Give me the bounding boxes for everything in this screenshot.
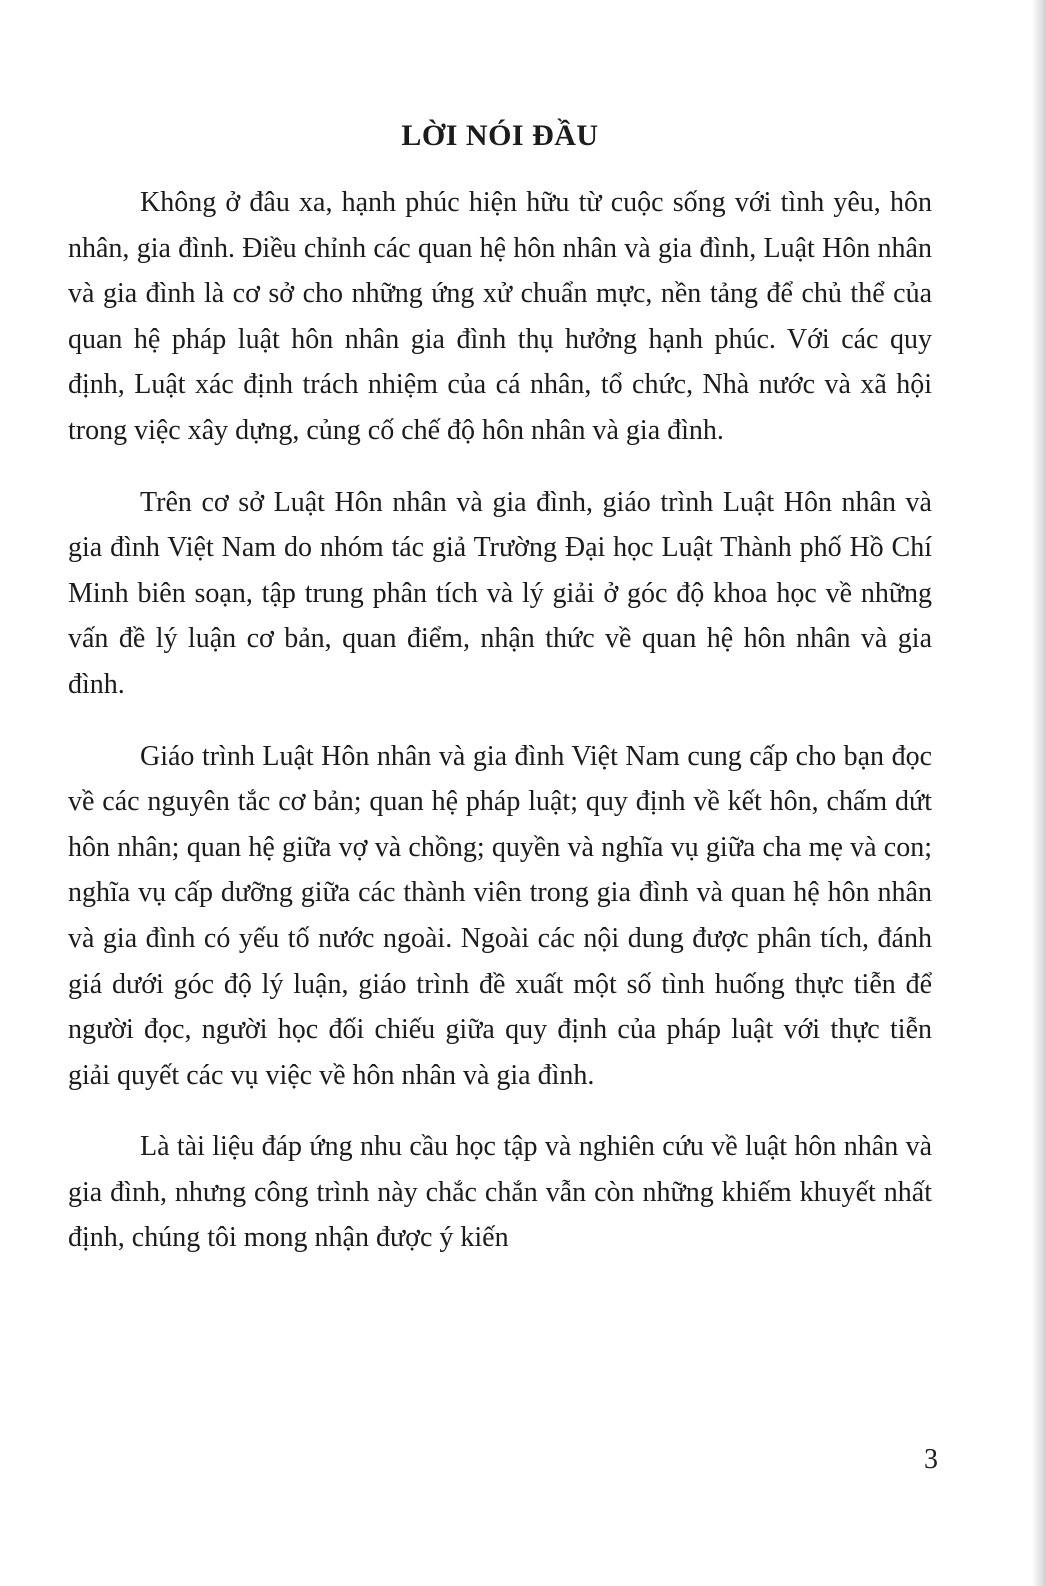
page-content <box>68 118 932 1261</box>
paragraph-3: Giáo trình Luật Hôn nhân và gia đình Việt Nam cung cấp cho bạn đọc về các nguyên tắc cơ bản; quan hệ pháp luật; quy định về kết hôn, chấm dứt hôn nhân; quan hệ giữa vợ và chồng; quyền và nghĩa vụ giữa cha mẹ và con; nghĩa vụ cấp dưỡng giữa các thành viên trong gia đình và quan hệ hôn nhân và gia đình có yếu tố nước ngoài. Ngoài các nội dung được phân tích, đánh giá dưới góc độ lý luận, giáo trình đề xuất một số tình huống thực tiễn để người đọc, người học đối chiếu giữa quy định của pháp luật với thực tiễn giải quyết các vụ việc về hôn nhân và gia đình. <box>68 740 932 1091</box>
paragraph-4: Là tài liệu đáp ứng nhu cầu học tập và nghiên cứu về luật hôn nhân và gia đình, nhưng công trình này chắc chắn vẫn còn những khiếm khuyết nhất định, chúng tôi mong nhận được ý kiến <box>68 1131 932 1254</box>
paragraph-2: Trên cơ sở Luật Hôn nhân và gia đình, giáo trình Luật Hôn nhân và gia đình Việt Nam do nhóm tác giả Trường Đại học Luật Thành phố Hồ Chí Minh biên soạn, tập trung phân tích và lý giải ở góc độ khoa học về những vấn đề lý luận cơ bản, quan điểm, nhận thức về quan hệ hôn nhân và gia đình. <box>68 486 932 700</box>
page-title: LỜI NÓI ĐẦU <box>401 119 599 152</box>
page-number: 3 <box>924 1444 938 1475</box>
paragraph-1: Không ở đâu xa, hạnh phúc hiện hữu từ cuộc sống với tình yêu, hôn nhân, gia đình. Điều chỉnh các quan hệ hôn nhân và gia đình, Luật Hôn nhân và gia đình là cơ sở cho những ứng xử chuẩn mực, nền tảng để chủ thể của quan hệ pháp luật hôn nhân gia đình thụ hưởng hạnh phúc. Với các quy định, Luật xác định trách nhiệm của cá nhân, tổ chức, Nhà nước và xã hội trong việc xây dựng, củng cố chế độ hôn nhân và gia đình. <box>68 187 932 446</box>
page-edge-shadow <box>1032 0 1046 1586</box>
